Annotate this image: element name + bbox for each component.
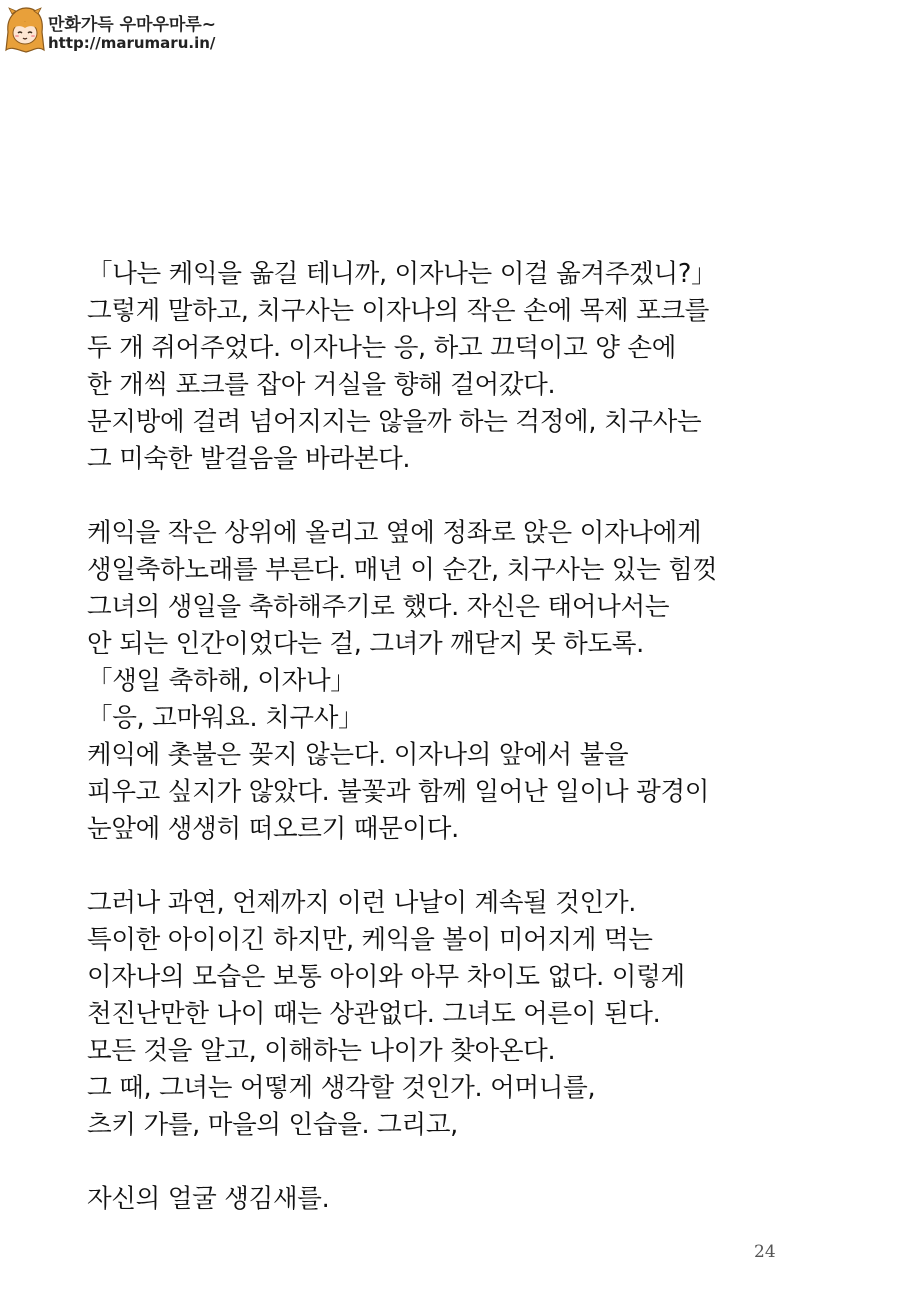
text-line: 「나는 케익을 옮길 테니까, 이자나는 이걸 옮겨주겠니?」 <box>87 259 717 289</box>
text-line: 눈앞에 생생히 떠오르기 때문이다. <box>87 814 459 844</box>
text-line: 자신의 얼굴 생김새를. <box>87 1184 330 1214</box>
text-line: 이자나의 모습은 보통 아이와 아무 차이도 없다. 이렇게 <box>87 962 685 992</box>
text-line: 케익을 작은 상위에 올리고 옆에 정좌로 앉은 이자나에게 <box>87 518 702 548</box>
text-line: 두 개 쥐어주었다. 이자나는 응, 하고 끄덕이고 양 손에 <box>87 333 677 363</box>
watermark <box>2 2 216 62</box>
blank-line <box>87 1144 827 1181</box>
text-line: 그 때, 그녀는 어떻게 생각할 것인가. 어머니를, <box>87 1073 596 1103</box>
text-line: 「생일 축하해, 이자나」 <box>87 666 356 696</box>
text-line: 피우고 싶지가 않았다. 불꽃과 함께 일어난 일이나 광경이 <box>87 777 710 807</box>
watermark-url: http://marumaru.in/ <box>48 34 216 52</box>
page-number: 24 <box>754 1242 776 1262</box>
text-line: 문지방에 걸려 넘어지지는 않을까 하는 걱정에, 치구사는 <box>87 407 702 437</box>
umaru-mascot-icon <box>4 6 46 56</box>
blank-line <box>87 478 827 515</box>
blank-line <box>87 848 827 885</box>
text-line: 생일축하노래를 부른다. 매년 이 순간, 치구사는 있는 힘껏 <box>87 555 717 585</box>
text-line: 천진난만한 나이 때는 상관없다. 그녀도 어른이 된다. <box>87 999 661 1029</box>
text-line: 그 미숙한 발걸음을 바라본다. <box>87 444 411 474</box>
text-line: 안 되는 인간이었다는 걸, 그녀가 깨닫지 못 하도록. <box>87 629 644 659</box>
watermark-title: 만화가득 우마우마루~ <box>48 15 216 35</box>
text-line: 그녀의 생일을 축하해주기로 했다. 자신은 태어나서는 <box>87 592 670 622</box>
text-line: 모든 것을 알고, 이해하는 나이가 찾아온다. <box>87 1036 556 1066</box>
text-line: 한 개씩 포크를 잡아 거실을 향해 걸어갔다. <box>87 370 556 400</box>
text-line: 케익에 촛불은 꽂지 않는다. 이자나의 앞에서 불을 <box>87 740 629 770</box>
text-line: 츠키 가를, 마을의 인습을. 그리고, <box>87 1110 458 1140</box>
text-line: 「응, 고마워요. 치구사」 <box>87 703 364 733</box>
text-line: 특이한 아이이긴 하지만, 케익을 볼이 미어지게 먹는 <box>87 925 653 955</box>
text-line: 그렇게 말하고, 치구사는 이자나의 작은 손에 목제 포크를 <box>87 296 710 326</box>
text-line: 그러나 과연, 언제까지 이런 나날이 계속될 것인가. <box>87 888 637 918</box>
page-body <box>87 256 827 1218</box>
